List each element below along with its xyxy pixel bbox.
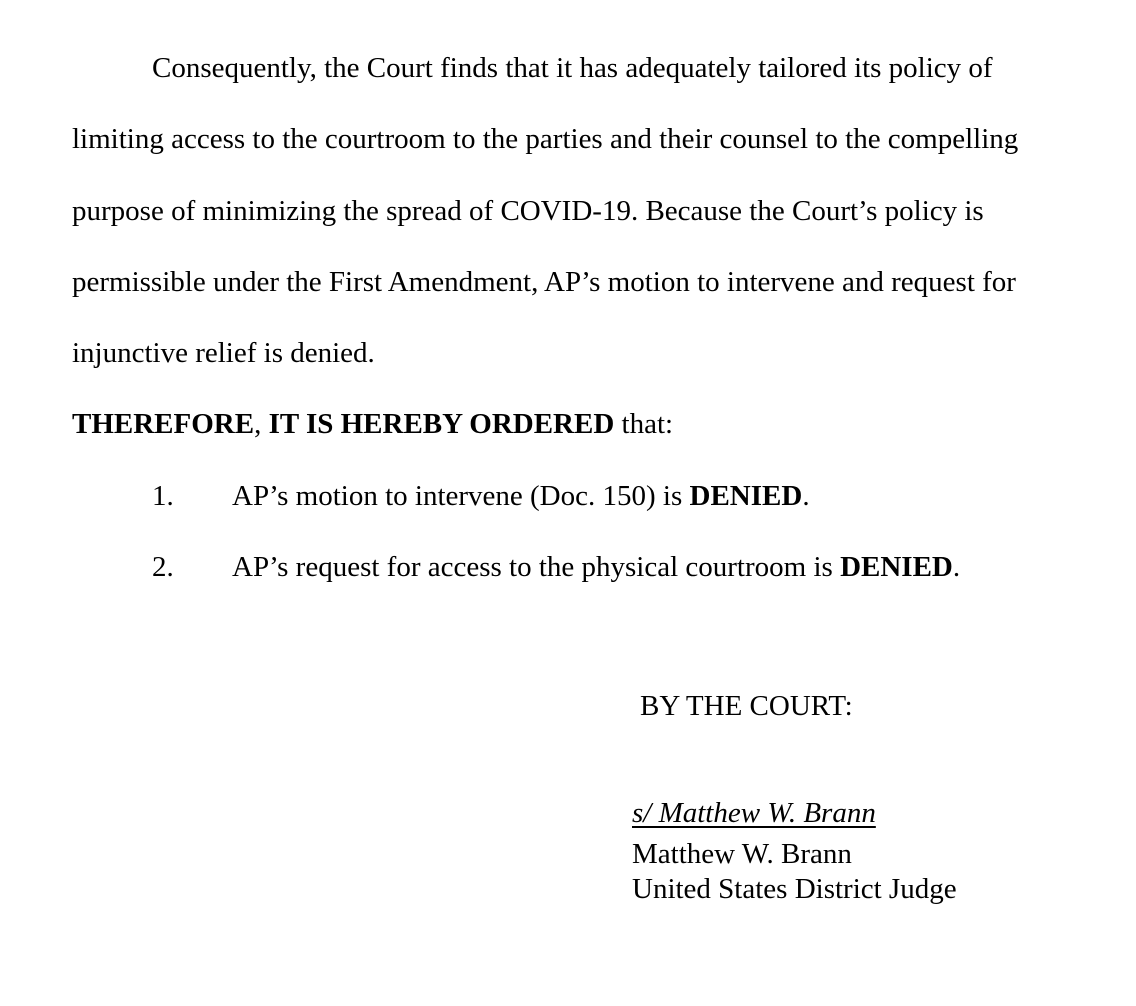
body-line-2: limiting access to the courtroom to the parties and their counsel to the compelling	[72, 123, 1019, 155]
body-line-3: purpose of minimizing the spread of COVID-19. Because the Court’s policy is	[72, 195, 984, 227]
order-lead-tail: that:	[614, 408, 674, 440]
order-item-1-number: 1.	[152, 480, 174, 512]
order-item-1-end: .	[802, 480, 810, 512]
body-line-4: permissible under the First Amendment, AP’s motion to intervene and request for	[72, 266, 1016, 298]
order-item-1-text	[232, 478, 810, 514]
judge-name: Matthew W. Brann	[632, 838, 852, 870]
body-line-1: Consequently, the Court finds that it has adequately tailored its policy of	[152, 52, 993, 84]
order-item-1-body: AP’s motion to intervene (Doc. 150) is	[232, 480, 690, 512]
order-item-2-end: .	[952, 551, 961, 583]
order-item-2-text	[232, 549, 960, 585]
order-item-1-emphasis: DENIED	[689, 480, 803, 512]
order-item-2-emphasis: DENIED	[840, 551, 953, 583]
order-item-2-number: 2.	[152, 551, 174, 583]
order-lead	[72, 406, 673, 442]
by-the-court-label: BY THE COURT:	[640, 690, 853, 722]
judge-signature: s/ Matthew W. Brann	[632, 797, 876, 829]
order-lead-therefore: THEREFORE	[72, 408, 255, 440]
order-item-2-body: AP’s request for access to the physical courtroom is	[232, 551, 841, 583]
body-line-5: injunctive relief is denied.	[72, 337, 375, 369]
order-lead-separator: ,	[254, 408, 269, 440]
order-lead-hereby-ordered: IT IS HEREBY ORDERED	[268, 408, 615, 440]
judge-title: United States District Judge	[632, 873, 957, 905]
